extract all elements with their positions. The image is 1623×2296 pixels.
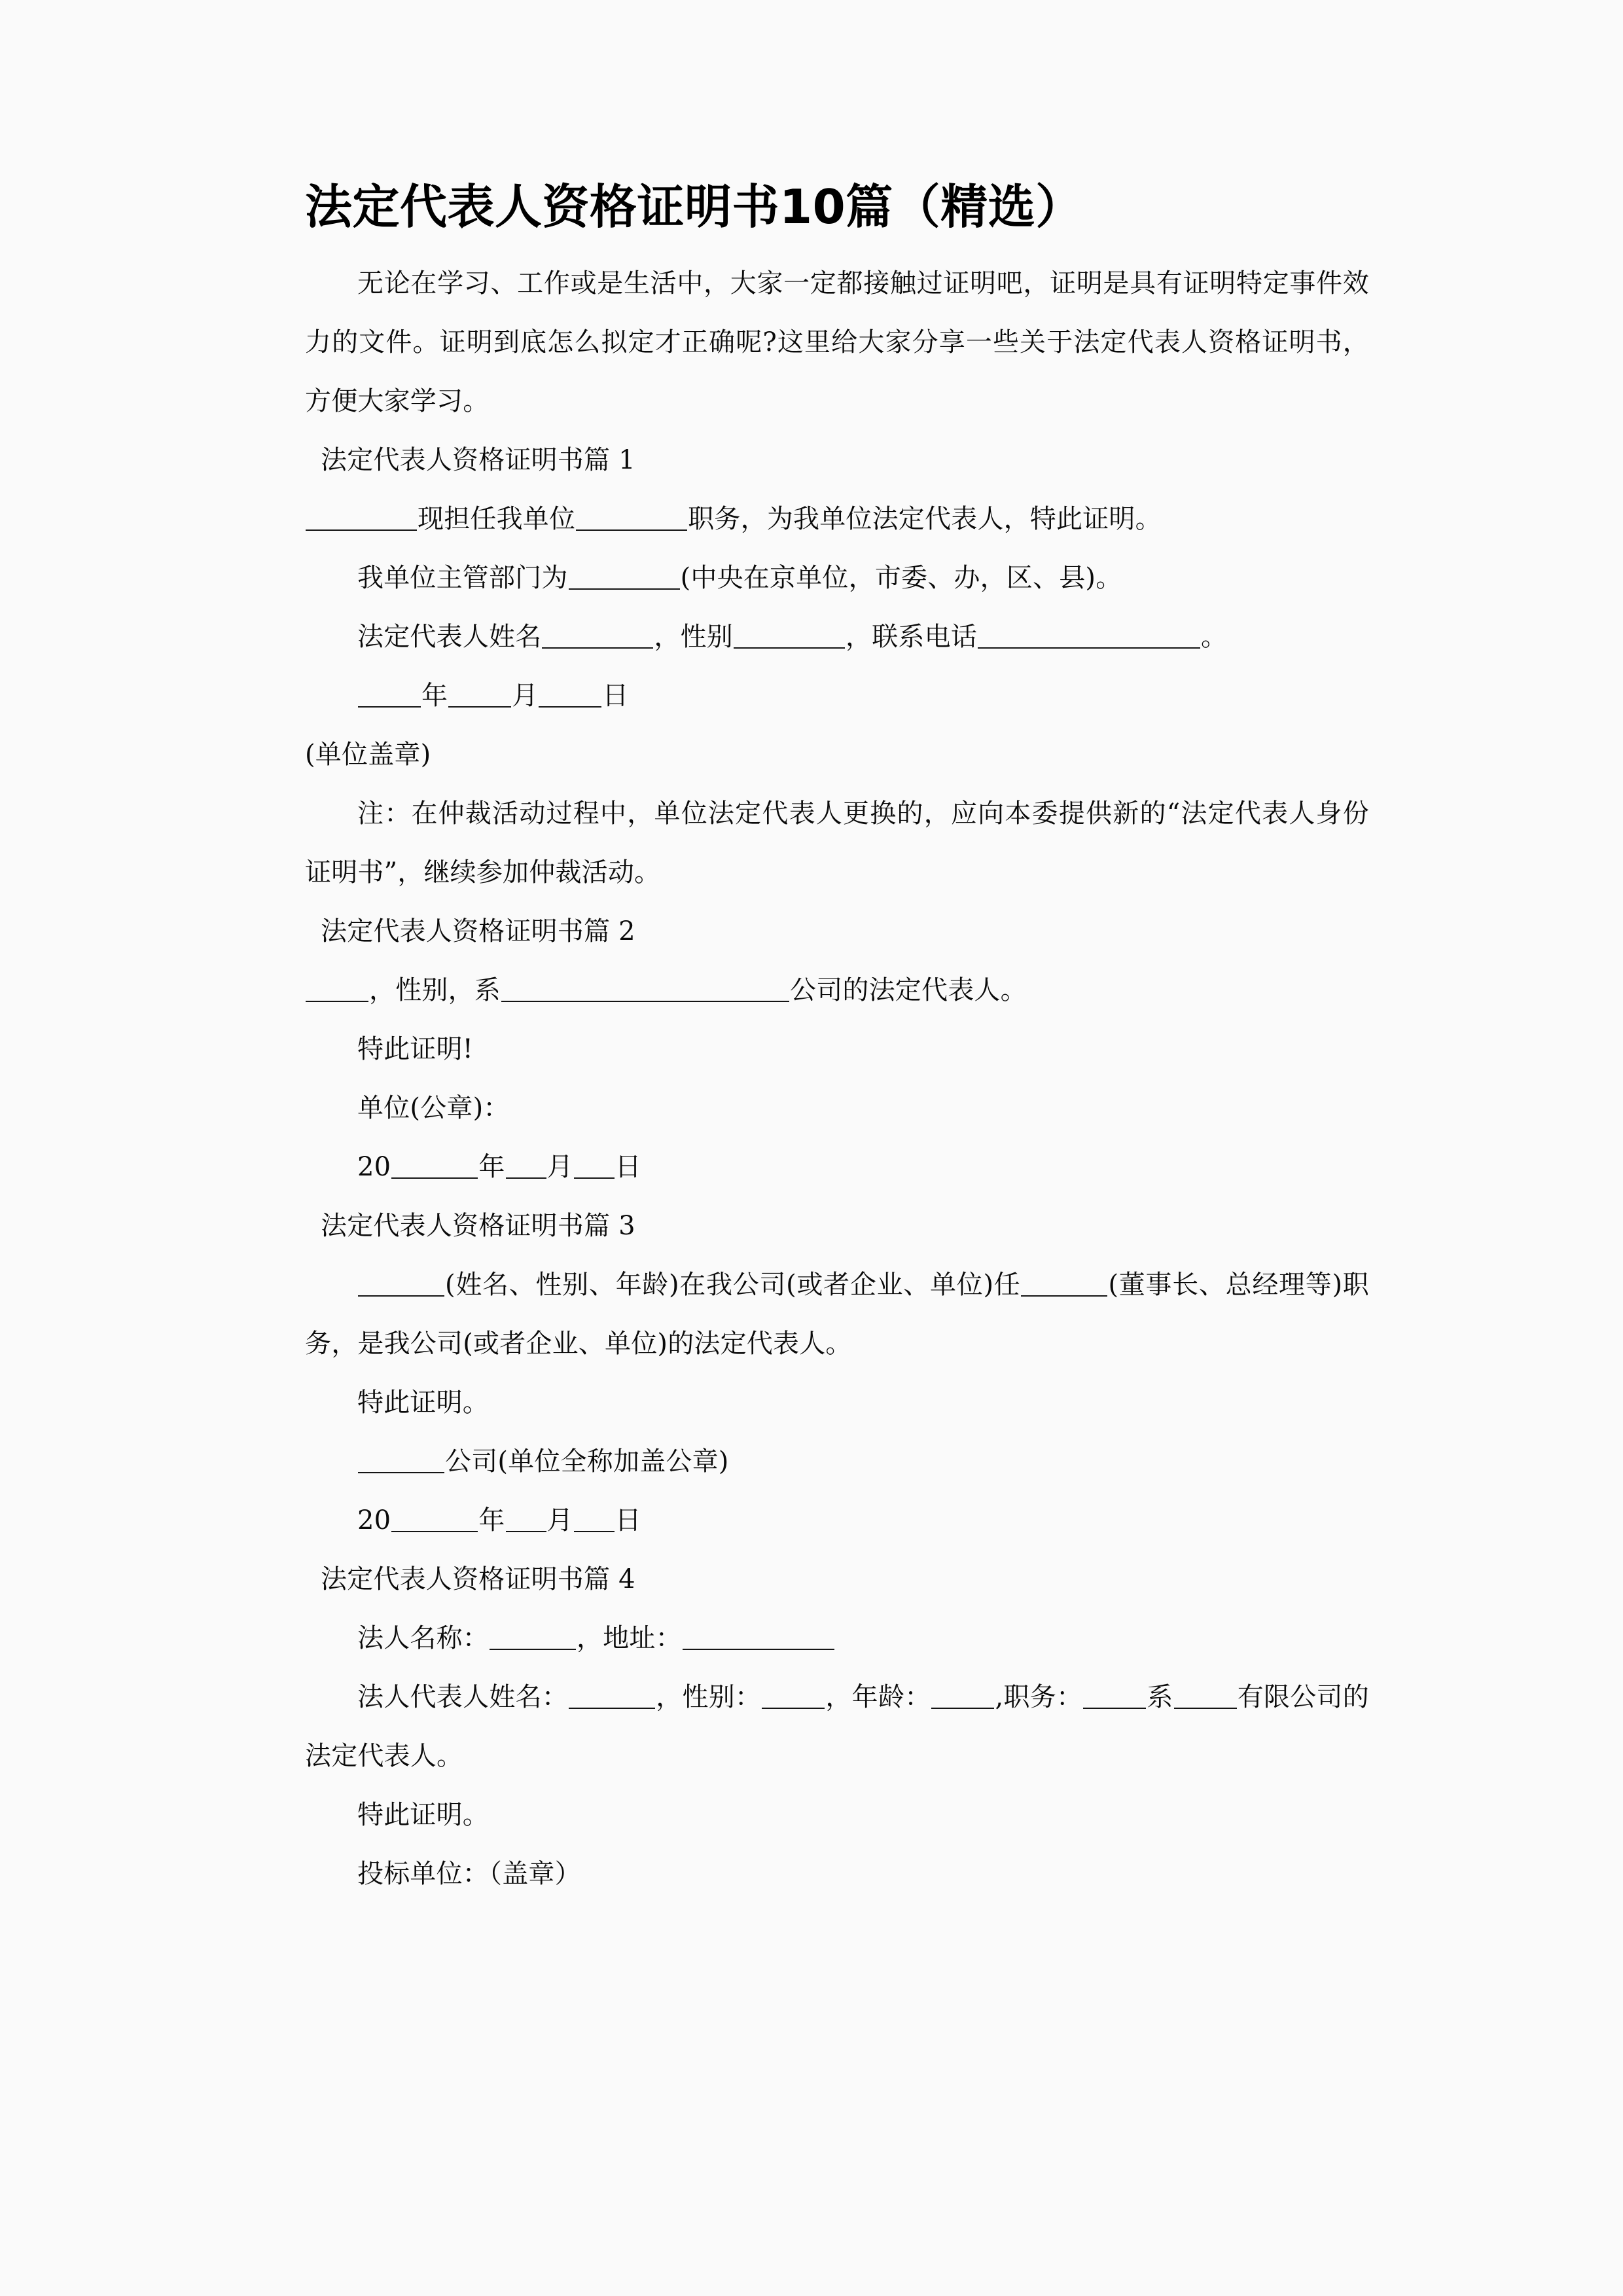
blank-field [501,975,789,1002]
section-1-line-2: 我单位主管部门为 (中央在京单位，市委、办，区、县)。 [357,563,1122,594]
section-1-line-3: 法定代表人姓名 ，性别 ，联系电话 。 [357,622,1228,653]
blank-field [542,621,653,649]
blank-field [576,503,687,531]
page-title: 法定代表人资格证明书10篇（精选） [305,179,1083,234]
blank-field [539,680,601,708]
section-heading-4: 法定代表人资格证明书篇 4 [321,1564,635,1595]
section-4-certify: 特此证明。 [357,1800,489,1831]
blank-field [358,1269,444,1297]
section-3-date: 20 年 月 日 [357,1505,641,1536]
blank-field [574,1505,615,1532]
blank-field [358,1446,444,1473]
blank-field [931,1681,994,1709]
blank-field [490,1623,576,1650]
section-heading-3: 法定代表人资格证明书篇 3 [321,1211,635,1242]
section-2-date: 20 年 月 日 [357,1152,641,1183]
blank-field [506,1505,546,1532]
blank-field [569,562,680,590]
intro-paragraph: 无论在学习、工作或是生活中，大家一定都接触过证明吧，证明是具有证明特定事件效力的文件。证明到底怎么拟定才正确呢?这里给大家分享一些关于法定代表人资格证明书，方便大家学习。 [305,268,1369,417]
section-1-line-1: 现担任我单位 职务，为我单位法定代表人，特此证明。 [305,490,1369,548]
section-2-line-1: ，性别，系 公司的法定代表人。 [305,961,1369,1020]
blank-field [569,1681,655,1709]
section-4-bidder: 投标单位：（盖章） [357,1859,581,1890]
blank-field [574,1151,615,1179]
section-1-note: 注：在仲裁活动过程中，单位法定代表人更换的，应向本委提供新的“法定代表人身份证明书”，继续参加仲裁活动。 [305,798,1369,888]
section-3-certify: 特此证明。 [357,1388,489,1418]
blank-field [358,680,421,708]
section-heading-2: 法定代表人资格证明书篇 2 [321,916,635,947]
section-1-date: 年 月 日 [305,666,1369,725]
section-4-line-2: 法人代表人姓名： ，性别： ，年龄： ,职务： 系 有限公司的法定代表人。 [305,1682,1369,1772]
section-3-company-seal: 公司(单位全称加盖公章) [305,1432,1369,1491]
document-content [305,177,1369,1903]
blank-field [306,503,417,531]
blank-field [391,1505,478,1532]
blank-field [1021,1269,1107,1297]
blank-field [306,975,368,1002]
blank-field [978,621,1200,649]
blank-field [506,1151,546,1179]
section-2-unit-seal: 单位(公章)： [357,1093,510,1124]
section-2-certify: 特此证明! [357,1034,474,1065]
blank-field [448,680,511,708]
section-3-line-1: (姓名、性别、年龄)在我公司(或者企业、单位)任 (董事长、总经理等)职务，是我公司(或者企业、单位)的法定代表人。 [305,1270,1369,1359]
section-heading-1: 法定代表人资格证明书篇 1 [321,445,635,476]
blank-field [1174,1681,1237,1709]
blank-field [762,1681,825,1709]
section-1-seal: (单位盖章) [305,740,431,770]
blank-field [1083,1681,1146,1709]
blank-field [734,621,845,649]
blank-field [683,1623,834,1650]
blank-field [391,1151,478,1179]
section-4-line-1: 法人名称： ，地址： [305,1609,1369,1668]
